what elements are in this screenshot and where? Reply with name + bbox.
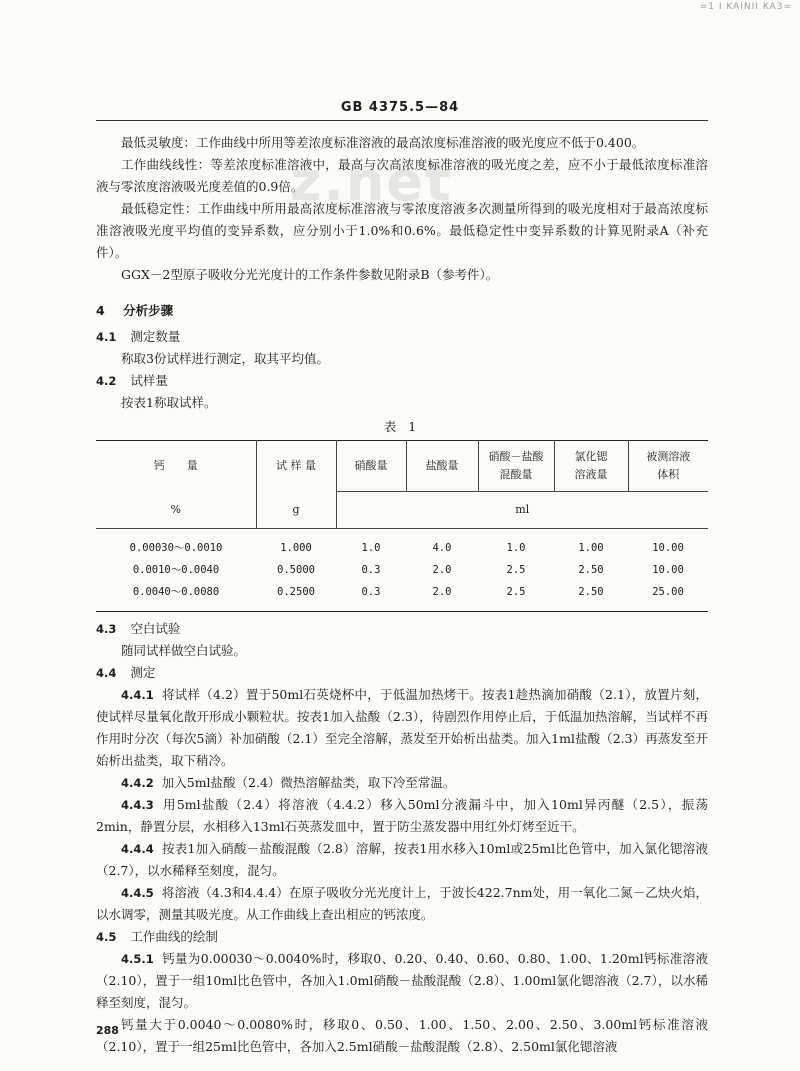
step-4-4-2	[96, 772, 708, 794]
cell-mixed: 2.5	[506, 564, 526, 576]
section-title: 空白试验	[130, 621, 181, 636]
cell-volume: 10.00	[628, 529, 708, 560]
cell-sr: 2.50	[578, 586, 604, 598]
cell-range: 0.0010～0.0040	[132, 564, 220, 576]
section-number: 4.1	[96, 330, 117, 344]
header-calcium: 钙 量	[153, 459, 198, 473]
step-number: 4.4.4	[121, 842, 154, 856]
unit-gram: g	[256, 492, 336, 529]
header-volume-line2: 体积	[657, 468, 680, 481]
step-number: 4.4.1	[121, 688, 154, 702]
page-number: 288	[96, 1024, 119, 1037]
section-title: 测定数量	[130, 329, 181, 344]
step-text: 加入5ml盐酸（2.4）微热溶解盐类，取下冷至常温。	[161, 775, 456, 790]
page-body	[96, 132, 708, 1058]
section-4-3-text: 随同试样做空白试验。	[121, 643, 247, 658]
section-number: 4.4	[96, 666, 117, 680]
cell-hcl: 2.0	[432, 586, 452, 598]
section-4-3-heading	[96, 618, 708, 640]
step-text: 钙量为0.00030～0.0040%时，移取0、0.20、0.40、0.60、0.80、1.00、1.20ml钙标准溶液（2.10），置于一组10ml比色管中，各加入1.0ml硝酸－盐酸混酸（2.8）、1.00ml氯化锶溶液（2.7），以水稀释至刻度，混匀。	[96, 951, 708, 1010]
cell-hcl: 4.0	[406, 529, 478, 560]
step-4-4-3	[96, 794, 708, 838]
unit-ml: ml	[336, 492, 708, 529]
corner-mark: =1 I KAINII KA3=	[699, 2, 792, 12]
section-4-2-heading	[96, 370, 708, 392]
cell-mixed: 2.5	[506, 586, 526, 598]
cell-sample: 1.000	[256, 529, 336, 560]
cell-range: 0.0040～0.0080	[132, 586, 220, 598]
cell-nitric: 1.0	[336, 529, 406, 560]
section-title: 测定	[130, 665, 156, 680]
section-4-4-heading	[96, 662, 708, 684]
cell-volume: 25.00	[652, 586, 684, 598]
standard-number-header: GB 4375.5—84	[340, 100, 460, 115]
cell-nitric: 0.3	[361, 564, 381, 576]
paragraph-ggx-params: GGX－2型原子吸收分光光度计的工作条件参数见附录B（参考件）。	[121, 267, 499, 282]
section-number: 4.3	[96, 622, 117, 636]
step-4-5-1-continued: 钙量大于0.0040～0.0080%时，移取0、0.50、1.00、1.50、2.00、2.50、3.00ml钙标准溶液（2.10），置于一组25ml比色管中，各加入2.5ml硝酸－盐酸混酸（2.8）、2.50ml氯化锶溶液	[96, 1017, 708, 1054]
cell-nitric: 0.3	[361, 586, 381, 598]
header-volume	[628, 441, 708, 492]
section-4-1-heading	[96, 326, 708, 348]
table-row	[96, 559, 708, 581]
section-title: 试样量	[130, 373, 168, 388]
step-text: 按表1加入硝酸－盐酸混酸（2.8）溶解，按表1用水移入10ml或25ml比色管中，加入氯化锶溶液（2.7），以水稀释至刻度，混匀。	[96, 841, 708, 878]
table-caption: 表 1	[383, 419, 421, 434]
cell-sample: 0.2500	[277, 586, 315, 598]
section-number: 4.5	[96, 930, 117, 944]
cell-range: 0.00030～0.0010	[96, 529, 256, 560]
header-rule	[96, 120, 708, 121]
header-sr-line1: 氯化锶	[574, 450, 608, 463]
paragraph-linearity: 工作曲线线性：等差浓度标准溶液中，最高与次高浓度标准溶液的吸光度之差，应不小于最低浓度标准溶液与零浓度溶液吸光度差值的0.9倍。	[96, 157, 708, 194]
section-4-number: 4	[96, 303, 105, 318]
table-row	[96, 529, 708, 560]
sample-amount-table	[96, 440, 708, 612]
step-text: 将试样（4.2）置于50ml石英烧杯中，于低温加热烤干。按表1趁热滴加硝酸（2.1），放置片刻，使试样尽量氧化散开形成小颗粒状。按表1加入盐酸（2.3），待剧烈作用停止后，于低温加热溶解，当试样不再作用时分次（每次5滴）补加硝酸（2.1）至完全溶解，蒸发至开始析出盐类。加入1ml盐酸（2.3）再蒸发至开始析出盐类，取下稍冷。	[96, 687, 708, 768]
header-hcl: 盐酸量	[406, 441, 478, 492]
section-4-title: 分析步骤	[123, 303, 174, 318]
step-number: 4.4.3	[121, 798, 154, 812]
section-4-heading	[96, 300, 708, 322]
header-volume-line1: 被测溶液	[646, 450, 691, 463]
header-nitric: 硝酸量	[336, 441, 406, 492]
cell-volume: 10.00	[652, 564, 684, 576]
header-mixed	[478, 441, 554, 492]
table-row	[96, 581, 708, 612]
cell-sr: 2.50	[578, 564, 604, 576]
step-text: 将溶液（4.3和4.4.4）在原子吸收分光光度计上，于波长422.7nm处，用一氧化二氮－乙炔火焰，以水调零，测量其吸光度。从工作曲线上查出相应的钙浓度。	[96, 885, 708, 922]
header-mixed-line1: 硝酸－盐酸	[488, 450, 544, 463]
step-4-4-4	[96, 838, 708, 882]
section-4-5-heading	[96, 926, 708, 948]
step-4-4-5	[96, 882, 708, 926]
watermark: z.net	[290, 150, 453, 213]
section-number: 4.2	[96, 374, 117, 388]
unit-percent: %	[170, 502, 181, 516]
step-number: 4.4.5	[121, 886, 154, 900]
cell-hcl: 2.0	[432, 564, 452, 576]
step-4-5-1	[96, 948, 708, 1014]
header-mixed-line2: 混酸量	[499, 468, 533, 481]
step-number: 4.5.1	[121, 952, 154, 966]
cell-sample: 0.5000	[277, 564, 315, 576]
cell-mixed: 1.0	[478, 529, 554, 560]
paragraph-stability: 最低稳定性：工作曲线中所用最高浓度标准溶液与零浓度溶液多次测量所得到的吸光度相对于最高浓度标准溶液吸光度平均值的变异系数，应分别小于1.0%和0.6%。最低稳定性中变异系数的计算见附录A（补充件）。	[96, 201, 708, 260]
section-title: 工作曲线的绘制	[130, 929, 218, 944]
header-sample: 试 样 量	[256, 441, 336, 492]
header-sr	[554, 441, 628, 492]
step-4-4-1	[96, 684, 708, 772]
section-4-2-text: 按表1称取试样。	[121, 395, 217, 410]
section-4-1-text: 称取3份试样进行测定，取其平均值。	[121, 351, 329, 366]
step-number: 4.4.2	[121, 776, 154, 790]
header-sr-line2: 溶液量	[574, 468, 608, 481]
cell-sr: 1.00	[554, 529, 628, 560]
paragraph-min-sensitivity: 最低灵敏度：工作曲线中所用等差浓度标准溶液的最高浓度标准溶液的吸光度应不低于0.400。	[121, 135, 645, 150]
step-text: 用5ml盐酸（2.4）将溶液（4.4.2）移入50ml分液漏斗中，加入10ml异丙醚（2.5），振荡2min，静置分层，水相移入13ml石英蒸发皿中，置于防尘蒸发器中用红外灯烤至近干。	[96, 797, 708, 834]
